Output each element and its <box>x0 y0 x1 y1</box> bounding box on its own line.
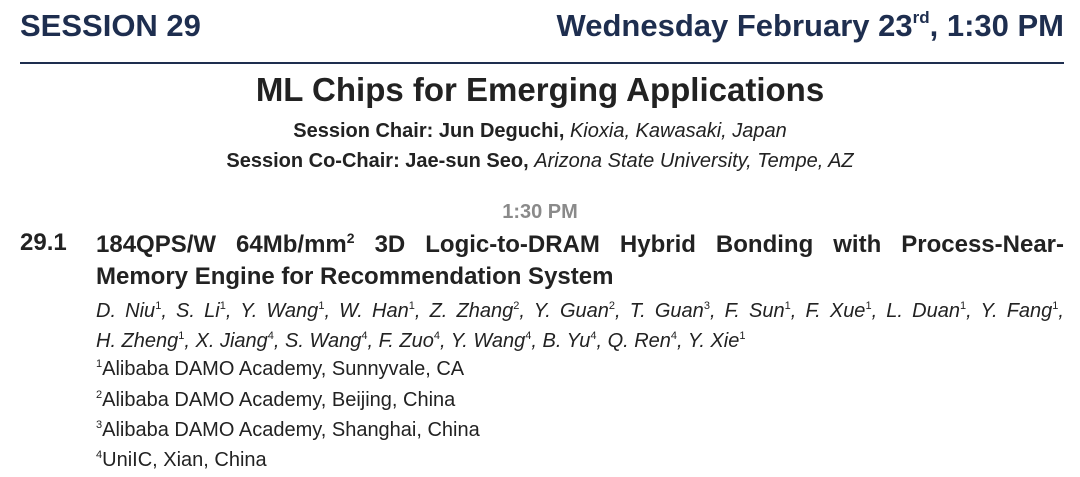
author-name: S. Li <box>176 300 220 322</box>
affiliation-number: 3 <box>96 419 103 431</box>
author: T. Guan$^3$, <box>629 300 716 322</box>
session-header <box>20 0 1064 64</box>
affiliation-2 <box>96 389 455 412</box>
author-name: B. Yu <box>542 330 591 352</box>
paper-title-line-1 <box>96 229 1064 261</box>
author: X. Jiang$^4$, <box>195 330 280 352</box>
affiliation-text: Alibaba DAMO Academy, Beijing, China <box>102 389 456 411</box>
author-name: Y. Wang <box>240 300 319 322</box>
author-name: F. Zuo <box>378 330 434 352</box>
session-date: Wednesday February 23 <box>556 8 913 43</box>
affiliation-number: 2 <box>96 389 103 401</box>
affiliation-number: 4 <box>96 449 103 461</box>
author-name: Y. Fang <box>980 300 1053 322</box>
author: W. Han$^1$, <box>339 300 421 322</box>
author-name: Y. Wang <box>450 330 526 352</box>
author: Z. Zhang$^2$, <box>429 300 525 322</box>
author-affiliation-number: 1 <box>1052 300 1059 312</box>
author-line <box>96 326 1064 356</box>
author-name: W. Han <box>339 300 409 322</box>
session-time: , 1:30 PM <box>929 8 1064 43</box>
author: H. Zheng$^1$, <box>96 330 190 352</box>
paper-number: 29.1 <box>20 229 67 256</box>
session-cochair <box>0 150 1080 173</box>
author: Y. Wang$^4$, <box>450 330 537 352</box>
author-line <box>96 296 1064 326</box>
author-affiliation-number: 2 <box>513 300 520 312</box>
author-name: L. Duan <box>886 300 960 322</box>
author-affiliation-number: 4 <box>590 330 597 342</box>
author-affiliation-number: 4 <box>433 330 440 342</box>
paper-title-superscript: 2 <box>346 230 355 246</box>
author-name: H. Zheng <box>96 330 179 352</box>
affiliation-text: Alibaba DAMO Academy, Shanghai, China <box>102 419 480 441</box>
author-affiliation-number: 1 <box>784 300 791 312</box>
affiliation-1 <box>96 358 464 381</box>
author-name: Z. Zhang <box>429 300 514 322</box>
author: S. Li$^1$, <box>176 300 232 322</box>
author-affiliation-number: 1 <box>739 330 746 342</box>
author: S. Wang$^4$, <box>285 330 374 352</box>
session-cochair-affiliation: Arizona State University, Tempe, AZ <box>534 150 854 172</box>
affiliation-3 <box>96 419 480 442</box>
author: F. Xue$^1$, <box>805 300 878 322</box>
paper-title-line-2: Memory Engine for Recommendation System <box>96 263 614 290</box>
author-affiliation-number: 4 <box>525 330 532 342</box>
paper-title-part: 3D Logic-to-DRAM Hybrid Bonding with Process-Near- <box>354 231 1064 258</box>
affiliation-4 <box>96 449 267 472</box>
paper-time: 1:30 PM <box>502 201 578 223</box>
author-affiliation-number: 4 <box>670 330 678 342</box>
author-affiliation-number: 1 <box>155 300 162 312</box>
author-affiliation-number: 1 <box>318 300 325 312</box>
author: Y. Wang$^1$, <box>240 300 330 322</box>
date-ordinal-suffix: rd <box>912 8 930 27</box>
author-affiliation-number: 3 <box>703 300 710 312</box>
author-affiliation-number: 4 <box>267 330 274 342</box>
author-list <box>96 296 1064 356</box>
affiliation-number: 1 <box>96 358 103 370</box>
author: Q. Ren$^4$, <box>607 330 683 352</box>
author <box>688 330 746 352</box>
author-name: F. Xue <box>805 300 866 322</box>
affiliation-text: UniIC, Xian, China <box>102 449 267 471</box>
author-affiliation-number: 1 <box>959 300 967 312</box>
author-name: D. Niu <box>96 300 156 322</box>
session-label: SESSION 29 <box>20 8 201 43</box>
author: F. Zuo$^4$, <box>378 330 446 352</box>
author-name: Q. Ren <box>607 330 671 352</box>
author: Y. Fang$^1$, <box>980 300 1064 322</box>
author-name: Y. Xie <box>687 330 740 352</box>
author-name: X. Jiang <box>195 330 268 352</box>
session-cochair-name: Session Co-Chair: Jae-sun Seo, <box>226 150 529 172</box>
session-datetime <box>557 8 1064 44</box>
author-affiliation-number: 1 <box>408 300 415 312</box>
paper-title-part: 184QPS/W 64Mb/mm <box>96 231 347 258</box>
author: L. Duan$^1$, <box>886 300 972 322</box>
author-affiliation-number: 2 <box>608 300 616 312</box>
session-chair-name: Session Chair: Jun Deguchi, <box>293 120 565 142</box>
author: F. Sun$^1$, <box>724 300 797 322</box>
session-title: ML Chips for Emerging Applications <box>255 71 825 108</box>
paper-title <box>96 229 1064 293</box>
author-name: Y. Guan <box>533 300 609 322</box>
author-name: T. Guan <box>629 300 704 322</box>
author-affiliation-number: 4 <box>361 330 368 342</box>
author: Y. Guan$^2$, <box>533 300 621 322</box>
session-chair-affiliation: Kioxia, Kawasaki, Japan <box>569 120 787 142</box>
affiliation-text: Alibaba DAMO Academy, Sunnyvale, CA <box>102 358 465 380</box>
author-affiliation-number: 1 <box>178 330 185 342</box>
session-chair <box>0 120 1080 143</box>
author-affiliation-number: 1 <box>219 300 226 312</box>
author-affiliation-number: 1 <box>865 300 872 312</box>
author: B. Yu$^4$, <box>542 330 602 352</box>
author-name: F. Sun <box>724 300 785 322</box>
author: D. Niu$^1$, <box>96 300 167 322</box>
author-name: S. Wang <box>285 330 362 352</box>
